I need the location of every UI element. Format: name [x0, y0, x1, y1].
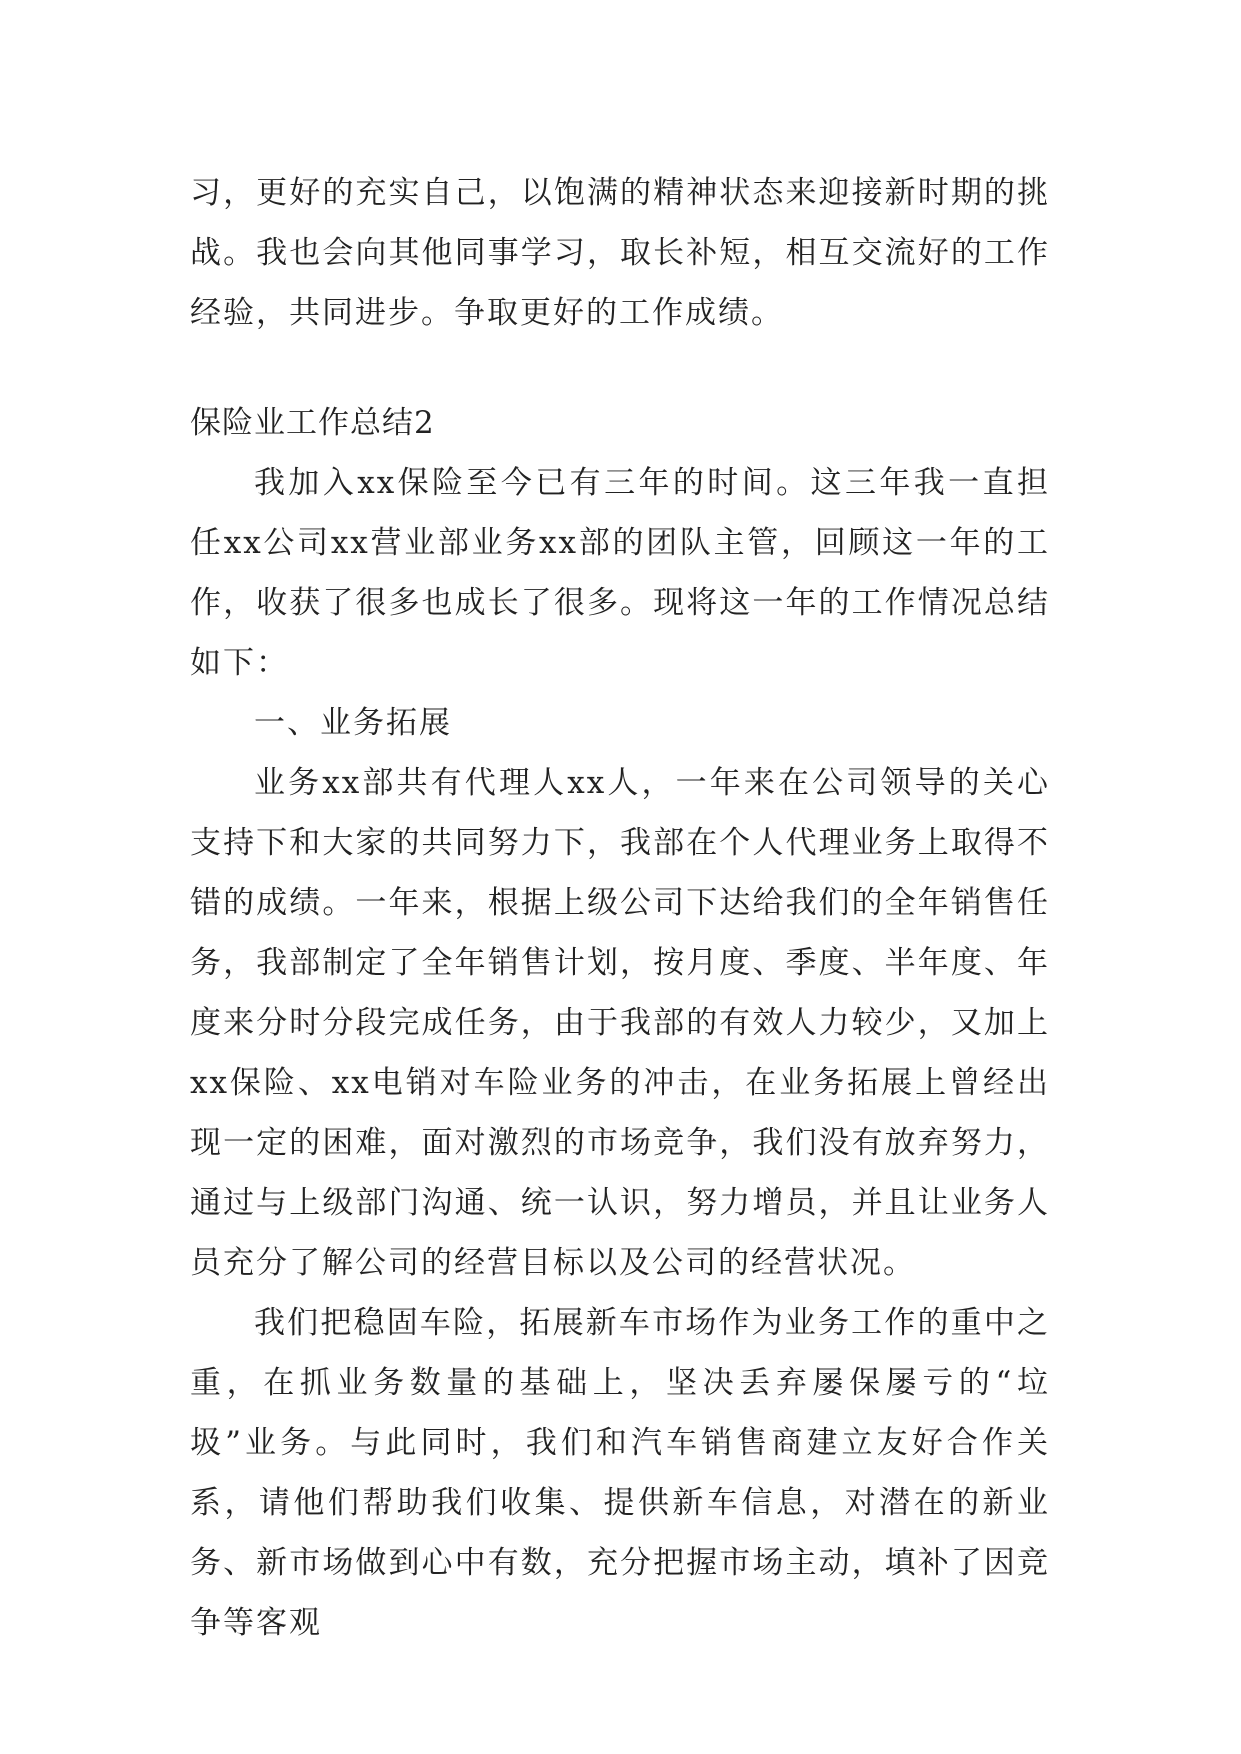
subheading-business-expansion: 一、业务拓展: [254, 705, 452, 741]
paragraph-business-expansion: 业务xx部共有代理人xx人，一年来在公司领导的关心支持下和大家的共同努力下，我部在个人代理业务上取得不错的成绩。一年来，根据上级公司下达给我们的全年销售任务，我部制定了全年销售计划，按月度、季度、半年度、年度来分时分段完成任务，由于我部的有效人力较少，又加上xx保险、xx电销对车险业务的冲击，在业务拓展上曾经出现一定的困难，面对激烈的市场竞争，我们没有放弃努力，通过与上级部门沟通、统一认识，努力增员，并且让业务人员充分了解公司的经营目标以及公司的经营状况。: [190, 765, 1050, 1281]
section-title: 保险业工作总结2: [190, 405, 435, 441]
continued-paragraph: 习，更好的充实自己，以饱满的精神状态来迎接新时期的挑战。我也会向其他同事学习，取长补短，相互交流好的工作经验，共同进步。争取更好的工作成绩。: [190, 175, 1050, 331]
paragraph-intro: 我加入xx保险至今已有三年的时间。这三年我一直担任xx公司xx营业部业务xx部的团队主管，回顾这一年的工作，收获了很多也成长了很多。现将这一年的工作情况总结如下：: [190, 465, 1050, 681]
paragraph-car-insurance: 我们把稳固车险，拓展新车市场作为业务工作的重中之重，在抓业务数量的基础上，坚决丢弃屡保屡亏的“垃圾”业务。与此同时，我们和汽车销售商建立友好合作关系，请他们帮助我们收集、提供新车信息，对潜在的新业务、新市场做到心中有数，充分把握市场主动，填补了因竞争等客观: [190, 1305, 1050, 1641]
